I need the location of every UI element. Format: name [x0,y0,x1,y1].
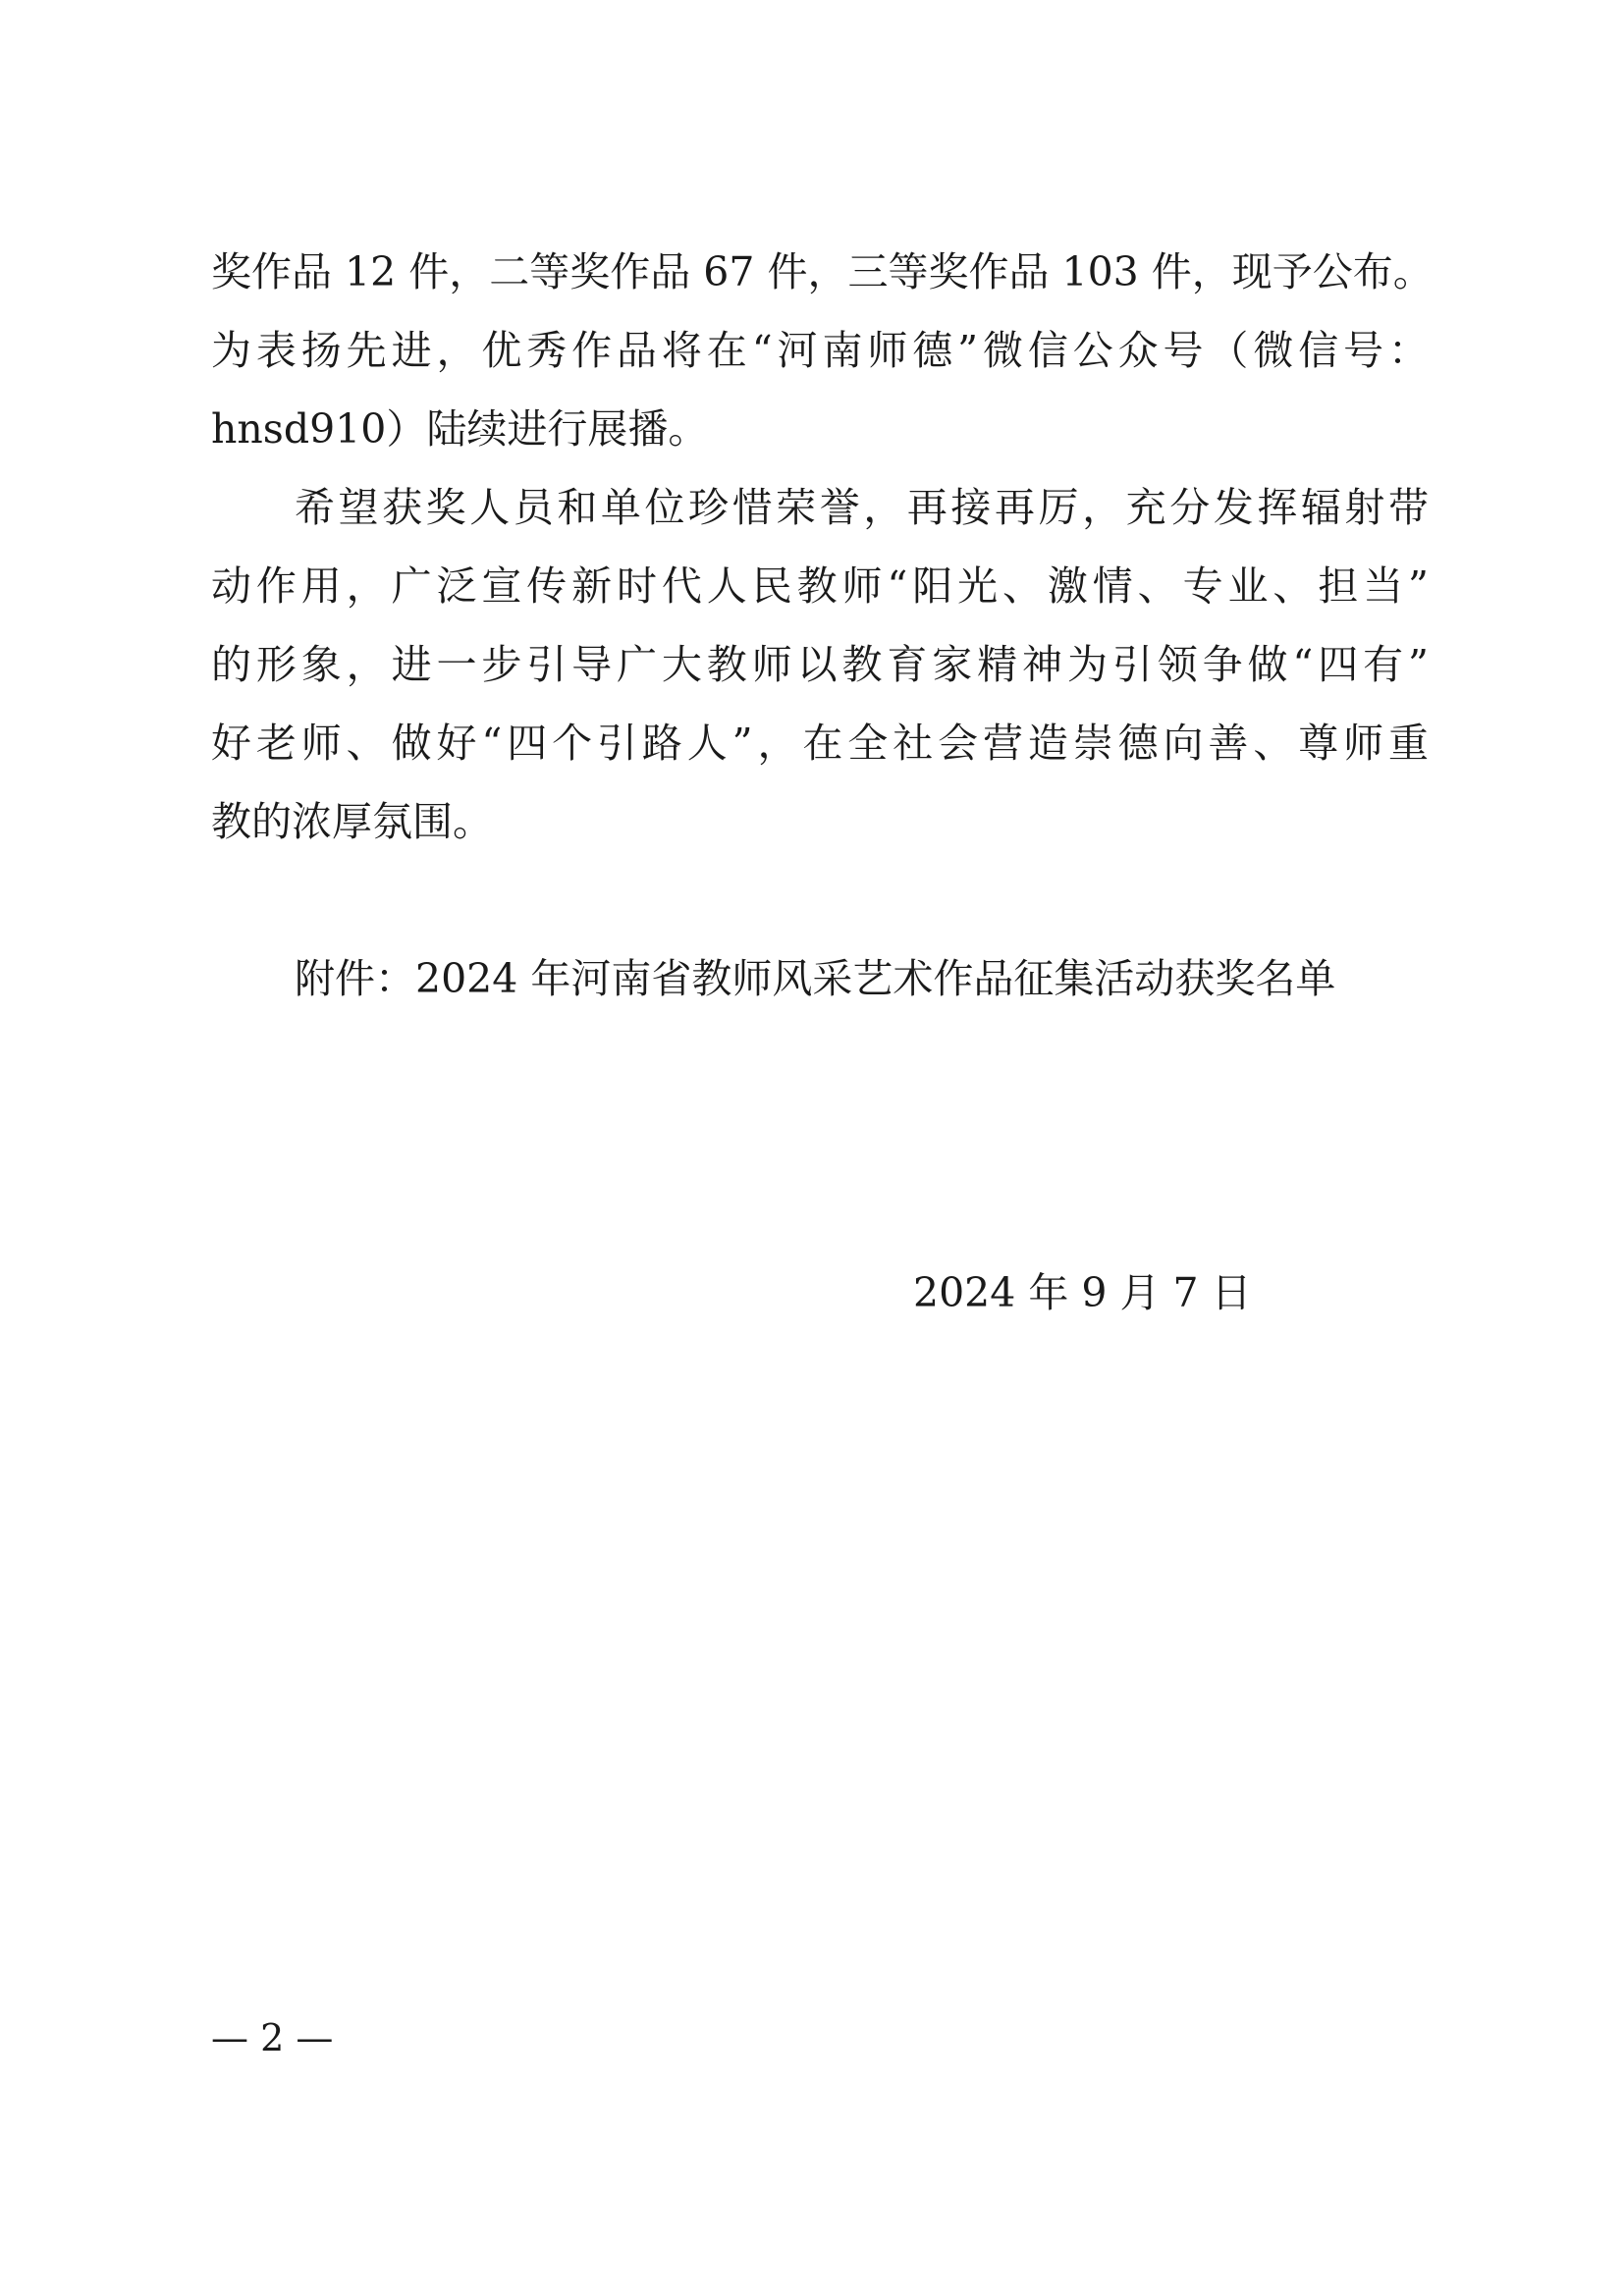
attachment-note: 附件：2024 年河南省教师风采艺术作品征集活动获奖名单 [295,955,1336,1002]
paragraph-2-line-3: 的形象，进一步引导广大教师以教育家精神为引领争做“四有” [211,641,1429,688]
page-number: — 2 — [211,2016,334,2059]
paragraph-2-line-4: 好老师、做好“四个引路人”，在全社会营造崇德向善、尊师重 [211,720,1429,767]
paragraph-2-line-2: 动作用，广泛宣传新时代人民教师“阳光、激情、专业、担当” [211,562,1429,610]
paragraph-1-line-2: 为表扬先进，优秀作品将在“河南师德”微信公众号（微信号： [211,327,1429,374]
paragraph-1-line-1: 奖作品 12 件，二等奖作品 67 件，三等奖作品 103 件，现予公布。 [211,248,1434,295]
paragraph-1-line-3: hnsd910）陆续进行展播。 [211,405,709,453]
paragraph-2-line-1: 希望获奖人员和单位珍惜荣誉，再接再厉，充分发挥辐射带 [295,484,1429,531]
document-date: 2024 年 9 月 7 日 [913,1269,1252,1316]
paragraph-2-line-5: 教的浓厚氛围。 [211,798,493,845]
